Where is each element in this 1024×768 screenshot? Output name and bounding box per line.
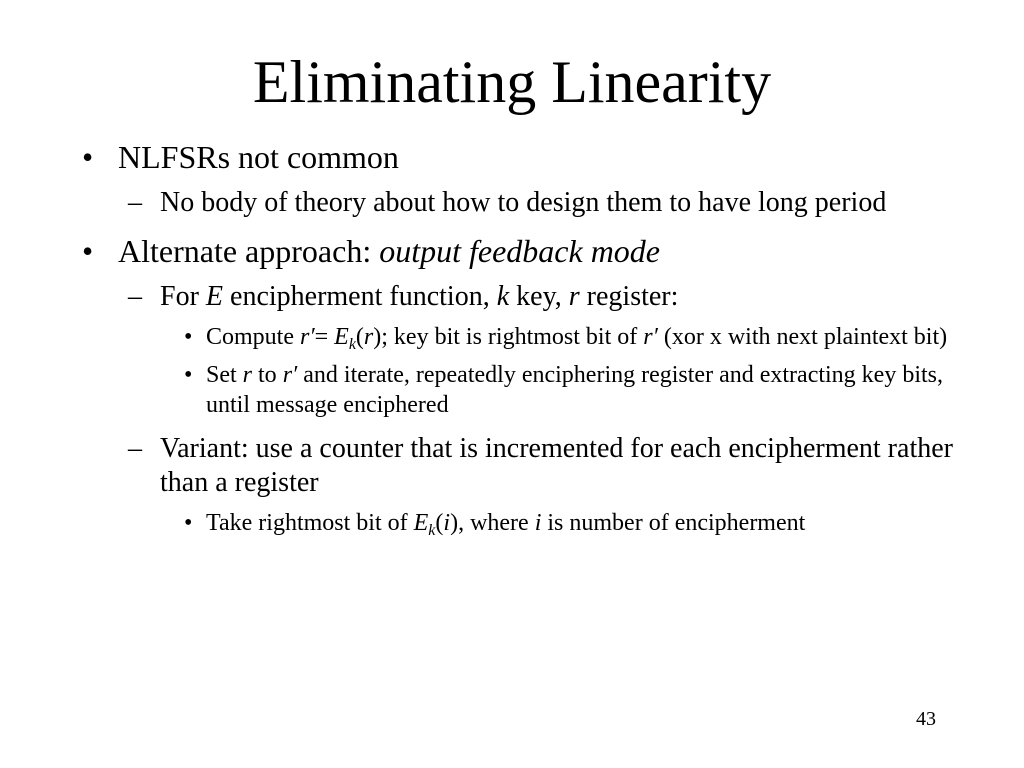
bullet-dot-icon: • [82, 139, 94, 175]
text-run: encipherment function, [223, 281, 497, 312]
text-run: = [314, 324, 335, 350]
sub-bullet-text: Variant: use a counter that is incremented for each encipherment rather than a register [160, 433, 953, 498]
text-run: ); key bit is rightmost bit of [373, 324, 644, 350]
math-var: r′ [300, 324, 315, 350]
text-run: Set [206, 362, 243, 388]
sub-sub-bullet-compute [80, 322, 960, 352]
math-subscript: k [348, 336, 356, 353]
math-var: r [568, 281, 580, 312]
text-run: ( [355, 324, 364, 350]
slide-content [80, 132, 960, 538]
text-run: Take rightmost bit of [206, 510, 414, 536]
sub-bullet-variant [80, 432, 960, 500]
math-var: i [443, 510, 451, 536]
text-run: For [160, 281, 206, 312]
text-run: key, [509, 281, 569, 312]
math-var: r [242, 362, 253, 388]
dash-bullet-icon: – [128, 281, 142, 312]
math-var: r [363, 324, 374, 350]
bullet-nlfsr [80, 138, 960, 176]
sub-sub-bullet-take [80, 508, 960, 538]
math-var: E [205, 281, 224, 312]
slide-title: Eliminating Linearity [252, 49, 772, 115]
math-var: r′ [282, 362, 298, 388]
text-run: to [252, 362, 283, 388]
text-run: is number of encipherment [541, 510, 806, 536]
bullet-text-prefix: Alternate approach: [118, 233, 380, 269]
math-subscript: k [428, 522, 436, 539]
bullet-alternate-approach [80, 232, 960, 270]
text-run: Compute [206, 324, 300, 350]
dash-bullet-icon: – [128, 187, 142, 218]
dash-bullet-icon: – [128, 433, 142, 464]
math-var: r′ [643, 324, 658, 350]
sub-bullet-for-e [80, 280, 960, 314]
bullet-dot-icon: • [82, 233, 94, 269]
sub-bullet-text: No body of theory about how to design them to have long period [160, 187, 887, 218]
bullet-dot-icon: • [184, 510, 193, 536]
text-run: register: [579, 281, 679, 312]
math-var: i [534, 510, 542, 536]
text-run: ), where [450, 510, 535, 536]
text-run: and iterate, repeatedly enciphering register and extracting key bits, until message enciphered [206, 362, 944, 418]
math-var: E [413, 510, 429, 536]
text-run: ( [435, 510, 444, 536]
math-var: k [496, 281, 510, 312]
sub-sub-bullet-set [80, 360, 960, 420]
text-run: (xor x with next plaintext bit) [657, 324, 948, 350]
page-number: 43 [916, 708, 936, 730]
bullet-text: NLFSRs not common [118, 139, 399, 175]
bullet-dot-icon: • [184, 324, 193, 350]
math-var: E [334, 324, 349, 350]
bullet-dot-icon: • [184, 362, 193, 388]
emphasis-text: output feedback mode [379, 233, 660, 269]
sub-bullet-no-theory [80, 186, 960, 220]
